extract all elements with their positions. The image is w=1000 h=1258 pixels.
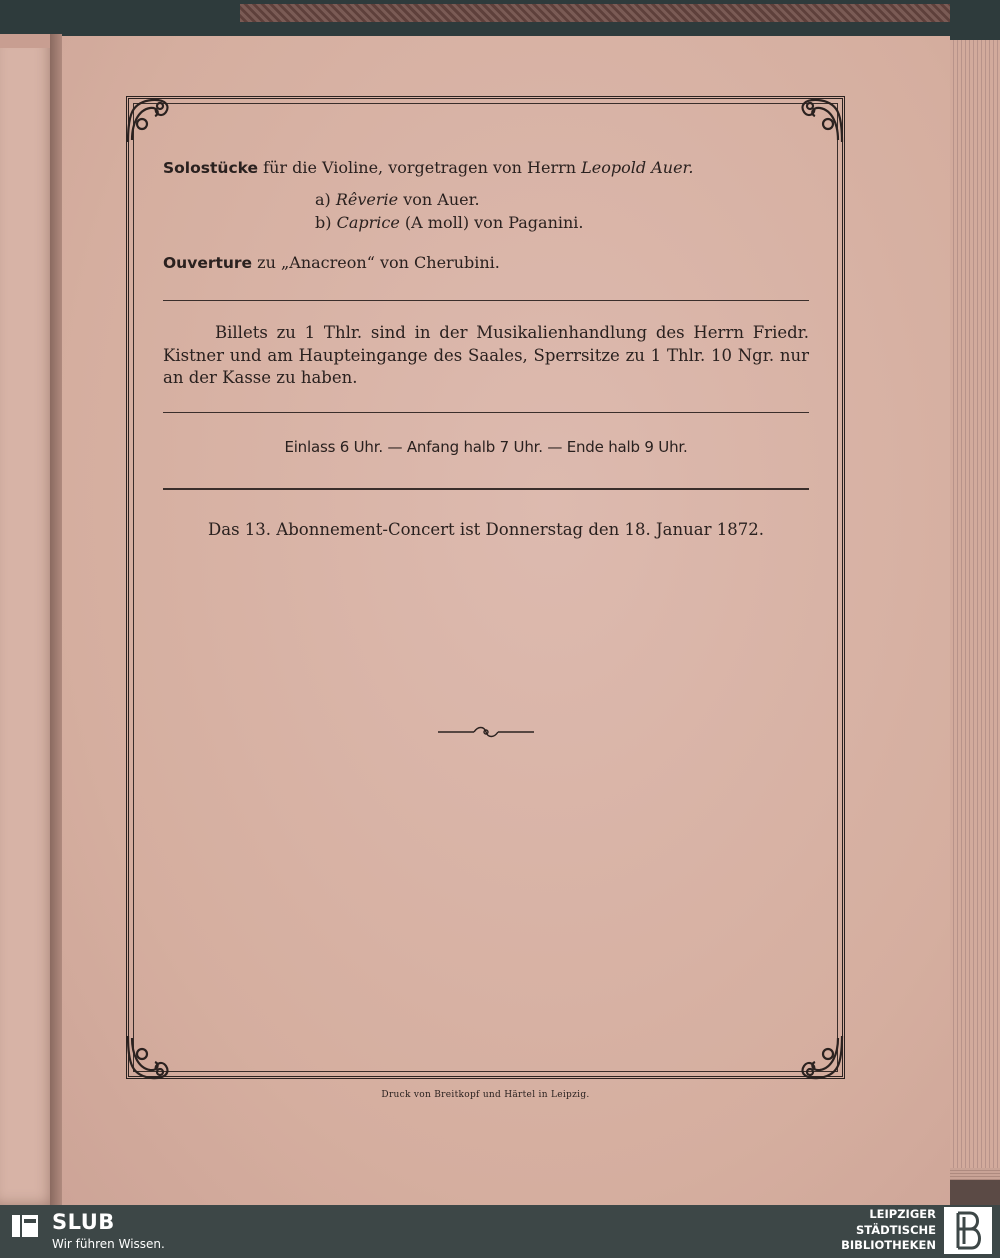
solo-pieces-line bbox=[163, 158, 694, 177]
lsb-line-3: BIBLIOTHEKEN bbox=[841, 1238, 936, 1252]
slub-tagline: Wir führen Wissen. bbox=[52, 1237, 165, 1251]
corner-ornament-bottom-right-icon bbox=[794, 1030, 848, 1084]
corner-ornament-top-right-icon bbox=[794, 94, 848, 148]
divider-rule bbox=[163, 488, 809, 490]
book-top-edge bbox=[0, 0, 1000, 40]
solo-performer: Leopold Auer. bbox=[581, 158, 694, 177]
item-title: Caprice bbox=[336, 213, 400, 232]
lsb-line-2: STÄDTISCHE bbox=[855, 1222, 936, 1237]
overture-line bbox=[163, 253, 500, 272]
lsb-name[interactable] bbox=[841, 1207, 936, 1254]
slub-name[interactable]: SLUB bbox=[52, 1210, 115, 1234]
lsb-b-logo-icon[interactable] bbox=[944, 1207, 992, 1254]
program-item-b bbox=[315, 213, 584, 232]
tickets-paragraph bbox=[163, 322, 809, 390]
lsb-line-1: LEIPZIGER bbox=[869, 1207, 936, 1221]
slub-logo-icon[interactable] bbox=[10, 1211, 40, 1241]
overture-text: zu „Anacreon“ von Cherubini. bbox=[257, 253, 500, 272]
solo-text: für die Violine, vorgetragen von Herrn bbox=[263, 158, 577, 177]
schedule-line: Einlass 6 Uhr. — Anfang halb 7 Uhr. — Ende halb 9 Uhr. bbox=[284, 438, 688, 456]
divider-rule bbox=[163, 412, 809, 413]
corner-ornament-top-left-icon bbox=[122, 94, 176, 148]
item-rest: von Auer. bbox=[403, 190, 480, 209]
item-title: Rêverie bbox=[335, 190, 399, 209]
book-gutter bbox=[50, 34, 62, 1205]
item-marker: a) bbox=[315, 190, 331, 209]
solo-heading: Solostücke bbox=[163, 159, 259, 177]
printer-imprint: Druck von Breitkopf und Härtel in Leipzig. bbox=[381, 1090, 590, 1100]
next-concert-line: Das 13. Abonnement-Concert ist Donnerstag den 18. Januar 1872. bbox=[208, 520, 764, 539]
program-item-a bbox=[315, 190, 480, 209]
tickets-text: Billets zu 1 Thlr. sind in der Musikalienhandlung des Herrn Friedr. Kistner und am Haupteingange des Saales, Sperrsitze zu 1 Thlr. 10 Ngr. nur an der Kasse zu haben. bbox=[163, 323, 809, 387]
ornamental-frame-inner bbox=[133, 103, 838, 1072]
divider-rule bbox=[163, 300, 809, 301]
corner-ornament-bottom-left-icon bbox=[122, 1030, 176, 1084]
decorative-flourish-icon bbox=[436, 724, 536, 740]
item-rest: (A moll) von Paganini. bbox=[404, 213, 584, 232]
item-marker: b) bbox=[315, 213, 332, 232]
overture-heading: Ouverture bbox=[163, 254, 253, 272]
